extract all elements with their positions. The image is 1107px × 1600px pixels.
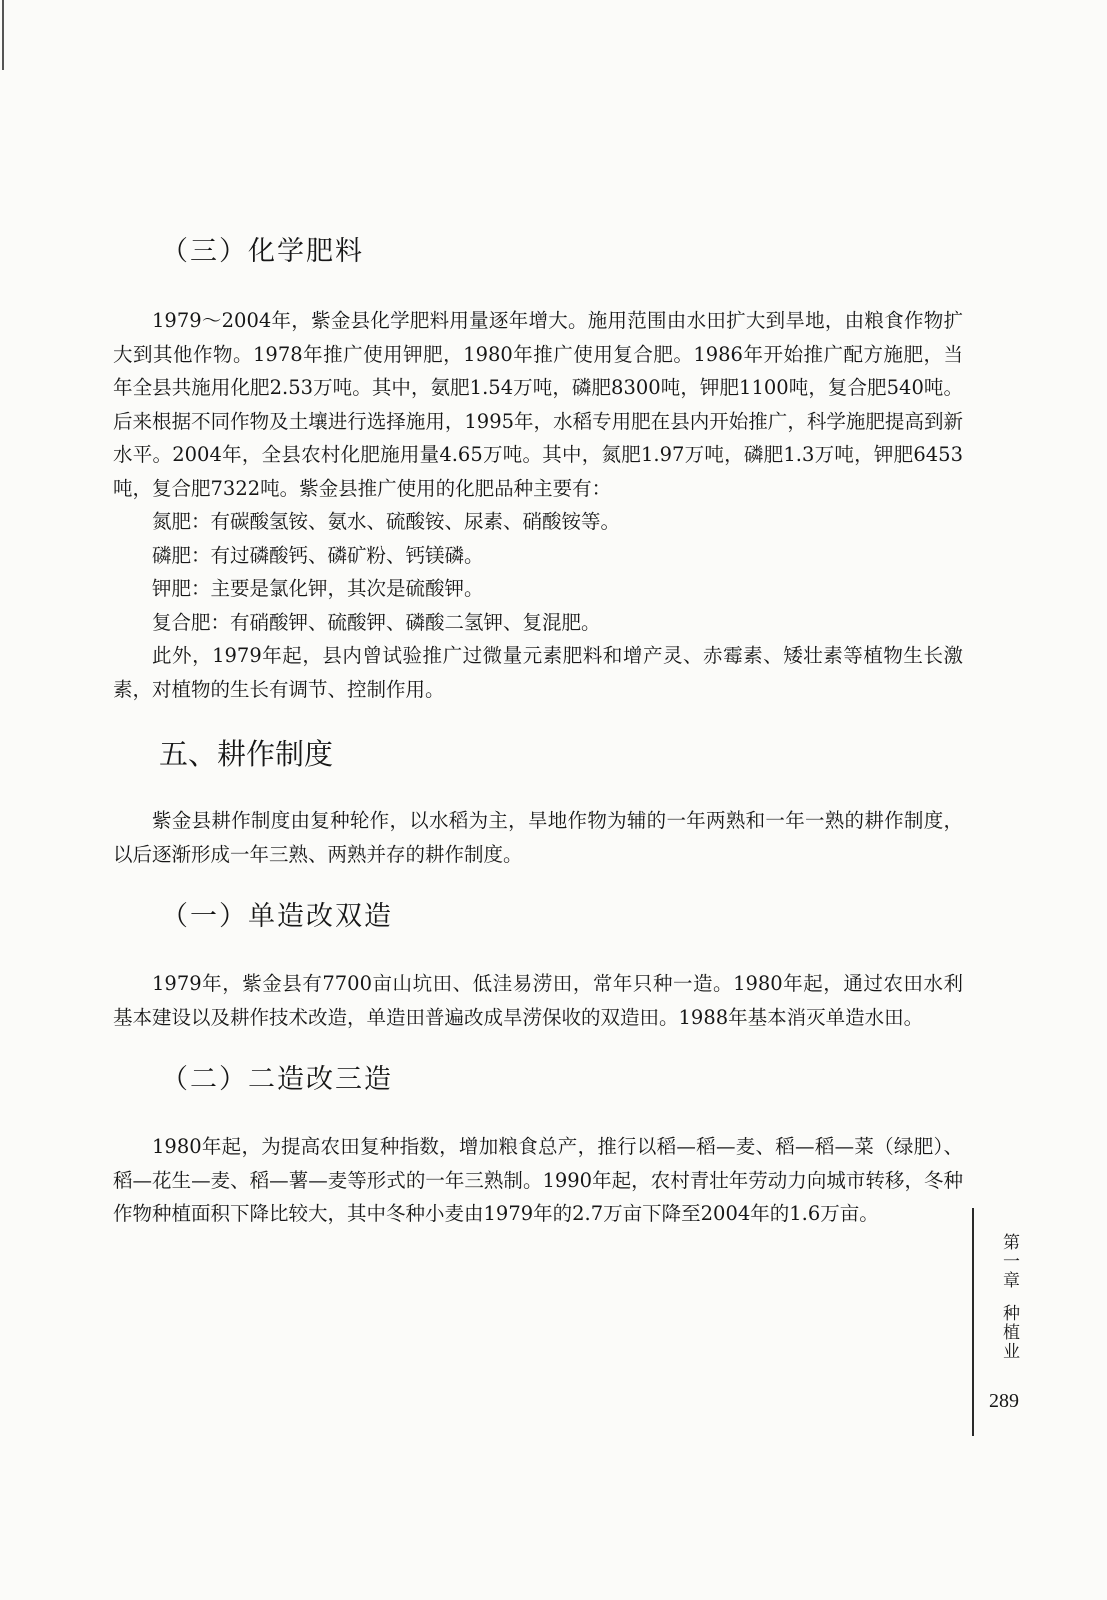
side-rule: [972, 1208, 974, 1436]
fertilizer-item-phosphate: 磷肥：有过磷酸钙、磷矿粉、钙镁磷。: [152, 543, 484, 567]
section-heading-single-to-double: （一）单造改双造: [161, 901, 393, 932]
section-heading-fertilizer: （三）化学肥料: [161, 236, 364, 267]
section-heading-double-to-triple: （二）二造改三造: [161, 1064, 393, 1095]
chapter-side-tab: [986, 1222, 1020, 1372]
paragraph-cropping: 紫金县耕作制度由复种轮作，以水稻为主，旱地作物为辅的一年两熟和一年一熟的耕作制度，以后逐渐形成一年三熟、两熟并存的耕作制度。: [113, 809, 963, 866]
chapter-label: 第一章: [999, 1233, 1019, 1290]
scan-edge-mark: [2, 0, 4, 70]
page-number: 289: [989, 1390, 1019, 1412]
chapter-title: 种植业: [999, 1304, 1019, 1361]
paragraph-double-to-triple: 1980年起，为提高农田复种指数，增加粮食总产，推行以稻—稻—麦、稻—稻—菜（绿肥）、稻—花生—麦、稻—薯—麦等形式的一年三熟制。1990年起，农村青壮年劳动力向城市转移，冬种作物种植面积下降比较大，其中冬种小麦由1979年的2.7万亩下降至2004年的1.6万亩。: [113, 1135, 963, 1225]
fertilizer-item-nitrogen: 氮肥：有碳酸氢铵、氨水、硫酸铵、尿素、硝酸铵等。: [152, 510, 621, 533]
paragraph-single-to-double: 1979年，紫金县有7700亩山坑田、低洼易涝田，常年只种一造。1980年起，通过农田水利基本建设以及耕作技术改造，单造田普遍改成旱涝保收的双造田。1988年基本消灭单造水田。: [113, 972, 963, 1029]
page-content: [113, 232, 963, 1231]
fertilizer-item-other: 此外，1979年起，县内曾试验推广过微量元素肥料和增产灵、赤霉素、矮壮素等植物生长激素，对植物的生长有调节、控制作用。: [113, 644, 963, 701]
fertilizer-item-potash: 钾肥：主要是氯化钾，其次是硫酸钾。: [152, 577, 484, 600]
section-heading-cropping: 五、耕作制度: [159, 737, 334, 771]
paragraph-fertilizer-intro: 1979～2004年，紫金县化学肥料用量逐年增大。施用范围由水田扩大到旱地，由粮食作物扩大到其他作物。1978年推广使用钾肥，1980年推广使用复合肥。1986年开始推广配方施肥，当年全县共施用化肥2.53万吨。其中，氨肥1.54万吨，磷肥8300吨，钾肥1100吨，复合肥540吨。后来根据不同作物及土壤进行选择施用，1995年，水稻专用肥在县内开始推广，科学施肥提高到新水平。2004年，全县农村化肥施用量4.65万吨。其中，氮肥1.97万吨，磷肥1.3万吨，钾肥6453吨，复合肥7322吨。紫金县推广使用的化肥品种主要有：: [113, 309, 963, 500]
fertilizer-item-compound: 复合肥：有硝酸钾、硫酸钾、磷酸二氢钾、复混肥。: [152, 610, 601, 634]
